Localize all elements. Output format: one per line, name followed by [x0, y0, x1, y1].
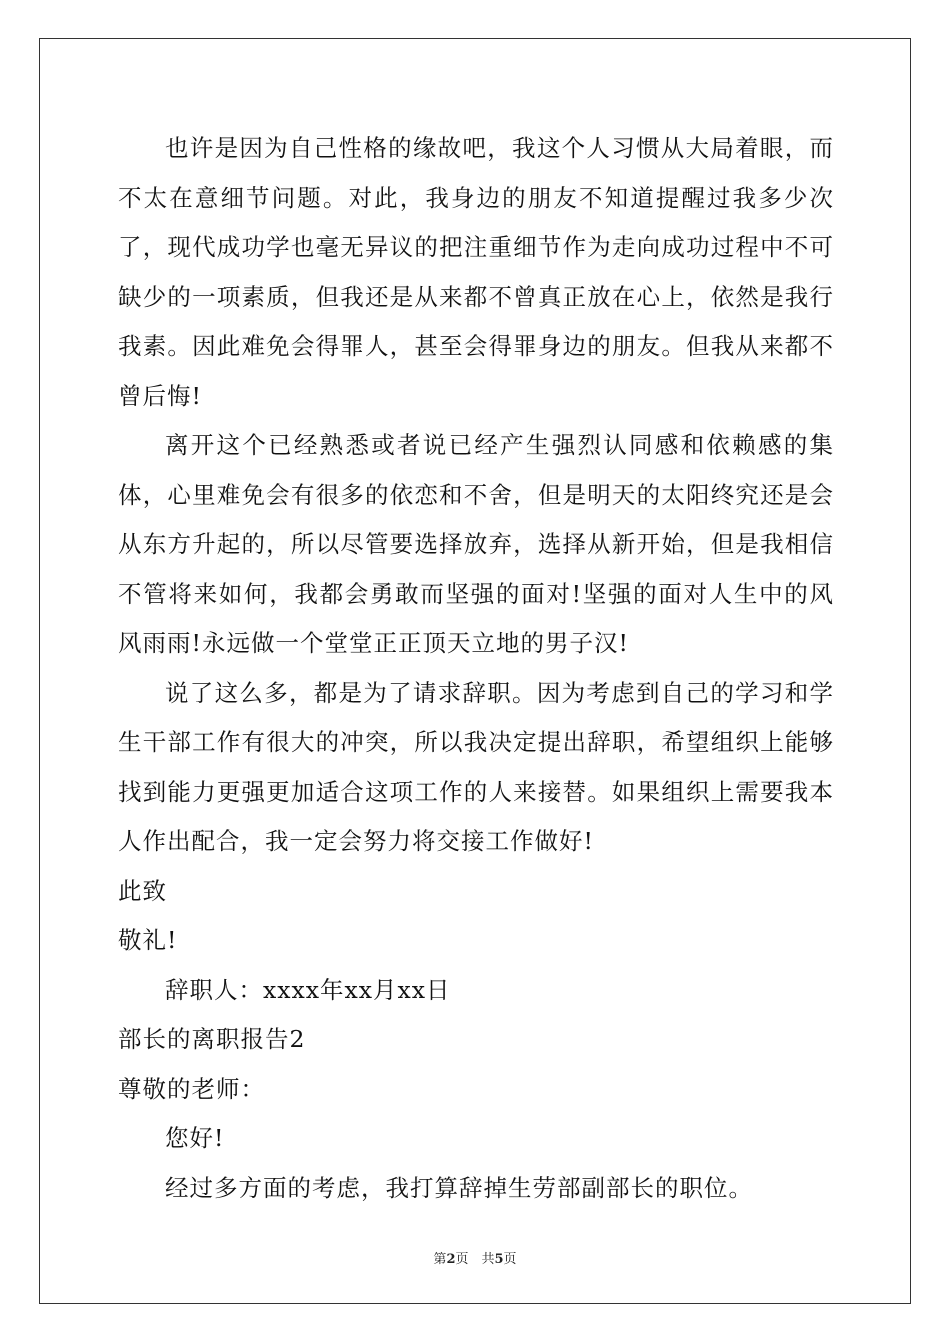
current-page-number: 2: [446, 1252, 456, 1267]
signature-line: 辞职人：xxxx年xx月xx日: [165, 975, 451, 1004]
opening-paragraph: 经过多方面的考虑，我打算辞掉生劳部副部长的职位。: [165, 1173, 753, 1202]
page-prefix: 第: [433, 1252, 447, 1267]
paragraph-3: 说了这么多，都是为了请求辞职。因为考虑到自己的学习和学生干部工作有很大的冲突，所以我决定提出辞职，希望组织上能够找到能力更强更加适合这项工作的人来接替。如果组织上需要我本人作出配合，我一定会努力将交接工作做好!: [118, 678, 834, 855]
greeting: 您好!: [165, 1124, 225, 1152]
paragraph-2: 离开这个已经熟悉或者说已经产生强烈认同感和依赖感的集体，心里难免会有很多的依恋和不舍，但是明天的太阳终究还是会从东方升起的，所以尽管要选择放弃，选择从新开始，但是我相信不管将来如何，我都会勇敢而坚强的面对!坚强的面对人生中的风风雨雨!永远做一个堂堂正正顶天立地的男子汉!: [118, 431, 834, 657]
salutation: 尊敬的老师：: [118, 1074, 265, 1103]
total-pages-number: 5: [494, 1252, 504, 1267]
page-suffix: 页: [503, 1252, 517, 1267]
next-report-title: 部长的离职报告2: [118, 1025, 306, 1053]
closing-line-2: 敬礼!: [118, 926, 178, 954]
closing-line-1: 此致: [118, 876, 167, 905]
page-mid: 页 共: [455, 1252, 495, 1267]
document-body: [118, 124, 834, 1213]
paragraph-1: 也许是因为自己性格的缘故吧，我这个人习惯从大局着眼，而不太在意细节问题。对此，我身边的朋友不知道提醒过我多少次了，现代成功学也毫无异议的把注重细节作为走向成功过程中不可缺少的一项素质，但我还是从来都不曾真正放在心上，依然是我行我素。因此难免会得罪人，甚至会得罪身边的朋友。但我从来都不曾后悔!: [118, 134, 834, 410]
page-footer: [0, 1248, 950, 1267]
